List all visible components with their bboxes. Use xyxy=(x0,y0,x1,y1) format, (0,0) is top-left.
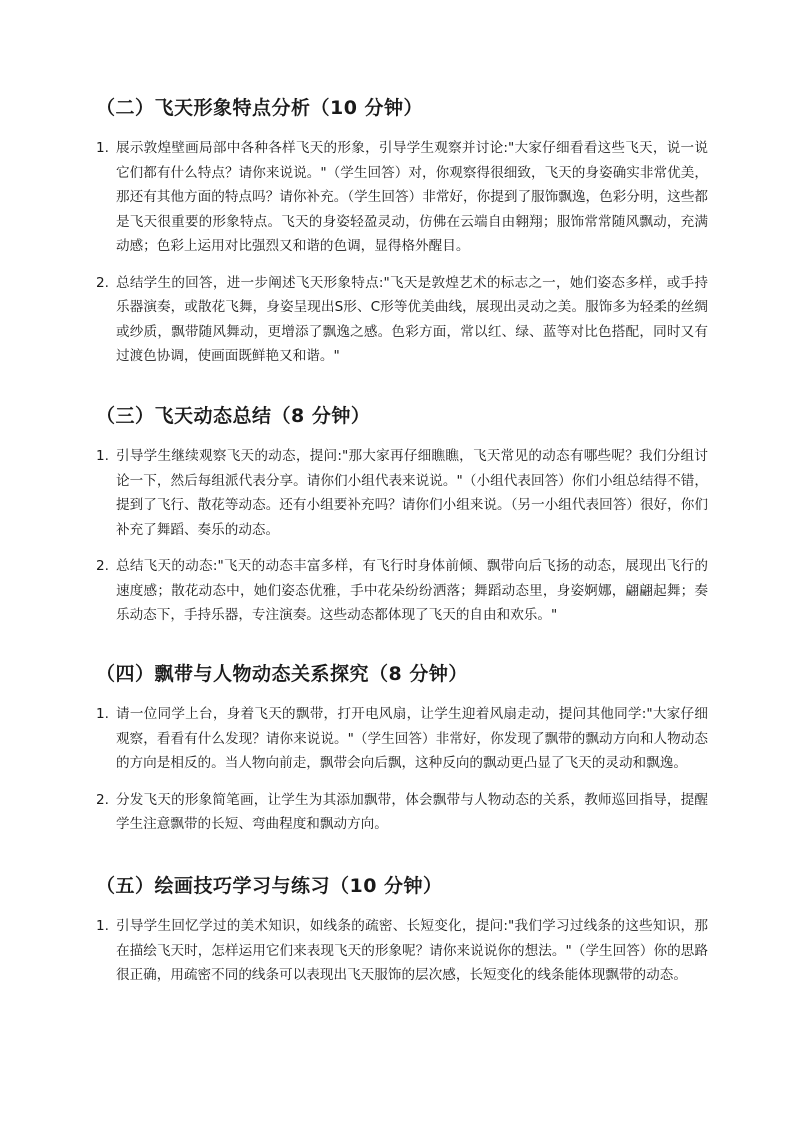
list-item-text: 分发飞天的形象简笔画，让学生为其添加飘带，体会飘带与人物动态的关系，教师巡回指导，提醒学生注意飘带的长短、弯曲程度和飘动方向。 xyxy=(116,791,708,832)
list-item-text: 展示敦煌壁画局部中各种各样飞天的形象，引导学生观察并讨论:"大家仔细看看这些飞天，说一说它们都有什么特点？请你来说说。"（学生回答）对，你观察得很细致，飞天的身姿确实非常优美，那还有其他方面的特点吗？请你补充。（学生回答）非常好，你提到了服饰飘逸，色彩分明，这些都是飞天很重要的形象特点。飞天的身姿轻盈灵动，仿佛在云端自由翱翔；服饰常常随风飘动，充满动感；色彩上运用对比强烈又和谐的色调，显得格外醒目。 xyxy=(116,140,708,254)
section-heading: （五）绘画技巧学习与练习（10 分钟） xyxy=(96,875,443,897)
list-item xyxy=(96,136,708,259)
list-item-text: 总结飞天的动态:"飞天的动态丰富多样，有飞行时身体前倾、飘带向后飞扬的动态，展现出飞行的速度感；散花动态中，她们姿态优雅，手中花朵纷纷洒落；舞蹈动态里，身姿婀娜，翩翩起舞；奏乐动态下，手持乐器，专注演奏。这些动态都体现了飞天的自由和欢乐。" xyxy=(116,558,708,623)
list-item-text: 总结学生的回答，进一步阐述飞天形象特点:"飞天是敦煌艺术的标志之一，她们姿态多样，或手持乐器演奏，或散花飞舞，身姿呈现出S形、C形等优美曲线，展现出灵动之美。服饰多为轻柔的丝绸或纱质，飘带随风舞动，更增添了飘逸之感。色彩方面，常以红、绿、蓝等对比色搭配，同时又有过渡色协调，使画面既鲜艳又和谐。" xyxy=(116,274,708,364)
section-heading: （四）飘带与人物动态关系探究（8 分钟） xyxy=(96,663,468,685)
list-item-number: 1. xyxy=(96,706,109,722)
section-flying-apsaras-features xyxy=(96,95,708,381)
list-item-number: 1. xyxy=(96,448,109,464)
list-item xyxy=(96,444,708,542)
list-item-number: 2. xyxy=(96,791,109,808)
list-item xyxy=(96,554,708,628)
list-item-number: 2. xyxy=(96,558,109,574)
numbered-list xyxy=(96,136,708,369)
list-item-number: 2. xyxy=(96,274,109,291)
list-item-number: 1. xyxy=(96,140,109,156)
list-item-text: 请一位同学上台，身着飞天的飘带，打开电风扇，让学生迎着风扇走动，提问其他同学:"大家仔细观察，看看有什么发现？请你来说说。"（学生回答）非常好，你发现了飘带的飘动方向和人物动态的方向是相反的。当人物向前走，飘带会向后飘，这种反向的飘动更凸显了飞天的灵动和飘逸。 xyxy=(116,706,708,771)
section-dynamic-summary xyxy=(96,403,708,640)
list-item-text: 引导学生回忆学过的美术知识，如线条的疏密、长短变化，提问:"我们学习过线条的这些知识，那在描绘飞天时，怎样运用它们来表现飞天的形象呢？请你来说说你的想法。"（学生回答）你的思路很正确，用疏密不同的线条可以表现出飞天服饰的层次感，长短变化的线条能体现飘带的动态。 xyxy=(116,918,708,983)
list-item xyxy=(96,914,708,988)
section-heading: （二）飞天形象特点分析（10 分钟） xyxy=(96,97,424,119)
list-item xyxy=(96,788,708,837)
numbered-list xyxy=(96,702,708,837)
section-drawing-techniques xyxy=(96,873,708,1000)
list-item-text: 引导学生继续观察飞天的动态，提问:"那大家再仔细瞧瞧，飞天常见的动态有哪些呢？我们分组讨论一下，然后每组派代表分享。请你们小组代表来说说。"（小组代表回答）你们小组总结得不错，提到了飞行、散花等动态。还有小组要补充吗？请你们小组来说。（另一小组代表回答）很好，你们补充了舞蹈、奏乐的动态。 xyxy=(116,448,708,538)
numbered-list xyxy=(96,914,708,988)
list-item xyxy=(96,702,708,776)
list-item-number: 1. xyxy=(96,918,109,934)
section-heading: （三）飞天动态总结（8 分钟） xyxy=(96,405,371,427)
list-item xyxy=(96,271,708,369)
numbered-list xyxy=(96,444,708,628)
section-ribbon-motion-relation xyxy=(96,661,708,849)
